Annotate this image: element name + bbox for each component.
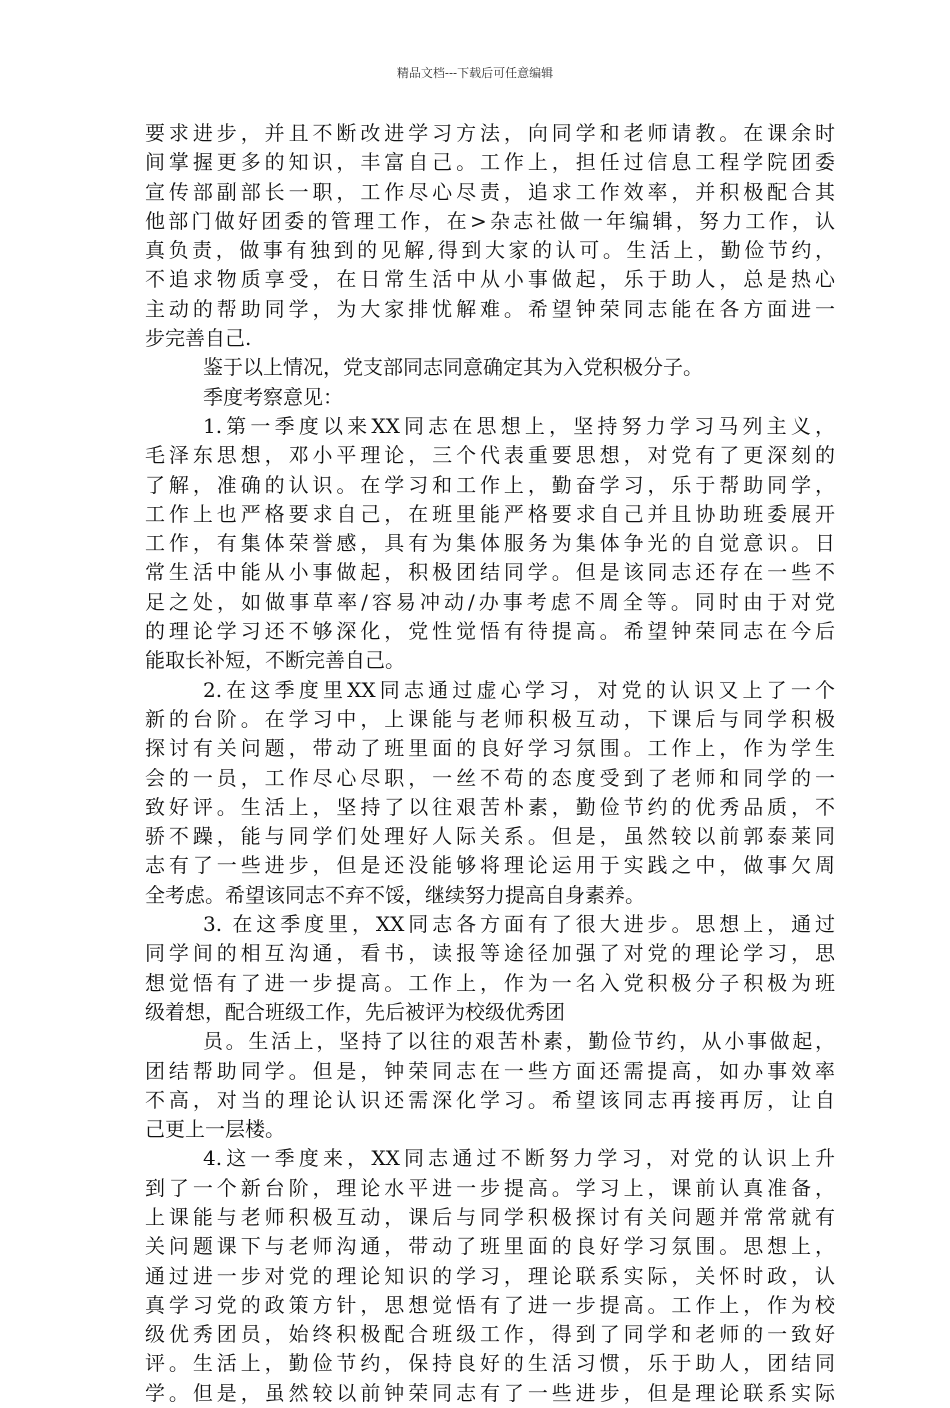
text-line: 致好评。生活上，坚持了以往艰苦朴素，勤俭节约的优秀品质，不 [145,794,835,819]
text-line: 团结帮助同学。但是，钟荣同志在一些方面还需提高，如办事效率 [145,1058,835,1083]
text-line: 工作上也严格要求自己，在班里能严格要求自己并且协助班委展开 [145,501,835,526]
text-line: 宣传部副部长一职，工作尽心尽责，追求工作效率，并积极配合其 [145,179,835,204]
text-line: 关问题课下与老师沟通，带动了班里面的良好学习氛围。思想上， [145,1234,835,1259]
text-line: 1.第一季度以来XX同志在思想上，坚持努力学习马列主义， [203,413,835,438]
text-line: 真负责，做事有独到的见解,得到大家的认可。生活上，勤俭节约， [145,238,835,263]
text-line: 了解，准确的认识。在学习和工作上，勤奋学习，乐于帮助同学， [145,472,835,497]
text-line: 到了一个新台阶，理论水平进一步提高。学习上，课前认真准备， [145,1175,835,1200]
text-line: 的理论学习还不够深化，党性觉悟有待提高。希望钟荣同志在今后 [145,619,835,644]
page-header: 精品文档---下载后可任意编辑 [396,66,554,80]
text-line: 间掌握更多的知识，丰富自己。工作上，担任过信息工程学院团委 [145,150,835,175]
text-line: 足之处，如做事草率/容易冲动/办事考虑不周全等。同时由于对党 [145,589,835,614]
text-line: 真学习党的政策方针，思想觉悟有了进一步提高。工作上，作为校 [145,1292,835,1317]
text-line: 能取长补短，不断完善自己。 [145,648,405,673]
text-line: 级优秀团员，始终积极配合班级工作，得到了同学和老师的一致好 [145,1322,835,1347]
text-line: 员。生活上，坚持了以往的艰苦朴素，勤俭节约，从小事做起， [203,1029,835,1054]
text-line: 常生活中能从小事做起，积极团结同学。但是该同志还存在一些不 [145,560,835,585]
text-line: 毛泽东思想，邓小平理论，三个代表重要思想，对党有了更深刻的 [145,443,835,468]
text-line: 要求进步，并且不断改进学习方法，向同学和老师请教。在课余时 [145,121,835,145]
text-line: 上课能与老师积极互动，课后与同学积极探讨有关问题并常常就有 [145,1204,835,1229]
text-line: 想觉悟有了进一步提高。工作上，作为一名入党积极分子积极为班 [145,970,835,995]
text-line: 工作，有集体荣誉感，具有为集体服务为集体争光的自觉意识。日 [145,531,835,556]
text-line: 步完善自己. [145,326,252,351]
text-line: 新的台阶。在学习中，上课能与老师积极互动，下课后与同学积极 [145,706,835,731]
text-line: 全考虑。希望该同志不弃不馁，继续努力提高自身素养。 [145,882,645,907]
text-line: 学。但是，虽然较以前钟荣同志有了一些进步，但是理论联系实际 [145,1380,835,1405]
text-line: 级着想，配合班级工作，先后被评为校级优秀团 [145,999,565,1024]
text-line: 评。生活上，勤俭节约，保持良好的生活习惯，乐于助人，团结同 [145,1351,835,1376]
text-line: 4.这一季度来，XX同志通过不断努力学习，对党的认识上升 [203,1146,835,1171]
document-body [145,119,835,1408]
text-line: 会的一员，工作尽心尽职，一丝不苟的态度受到了老师和同学的一 [145,765,835,790]
text-line: 他部门做好团委的管理工作，在>杂志社做一年编辑，努力工作，认 [145,208,835,233]
text-line: 骄不躁，能与同学们处理好人际关系。但是，虽然较以前郭泰莱同 [145,824,835,849]
text-line: 主动的帮助同学，为大家排忧解难。希望钟荣同志能在各方面进一 [145,296,835,321]
text-line: 通过进一步对党的理论知识的学习，理论联系实际，关怀时政，认 [145,1263,835,1288]
text-line: 3. 在这季度里，XX同志各方面有了很大进步。思想上，通过 [203,912,835,937]
text-line: 己更上一层楼。 [145,1117,285,1142]
text-line: 志有了一些进步，但是还没能够将理论运用于实践之中，做事欠周 [145,853,835,878]
text-line: 不追求物质享受，在日常生活中从小事做起，乐于助人，总是热心 [145,267,835,292]
text-line: 鉴于以上情况，党支部同志同意确定其为入党积极分子。 [203,355,703,380]
text-line: 同学间的相互沟通，看书，读报等途径加强了对党的理论学习，思 [145,941,835,966]
text-line: 探讨有关问题，带动了班里面的良好学习氛围。工作上，作为学生 [145,736,835,761]
text-line: 2.在这季度里XX同志通过虚心学习，对党的认识又上了一个 [203,677,835,702]
text-line: 季度考察意见： [203,384,343,409]
text-line: 不高，对当的理论认识还需深化学习。希望该同志再接再厉，让自 [145,1087,835,1112]
